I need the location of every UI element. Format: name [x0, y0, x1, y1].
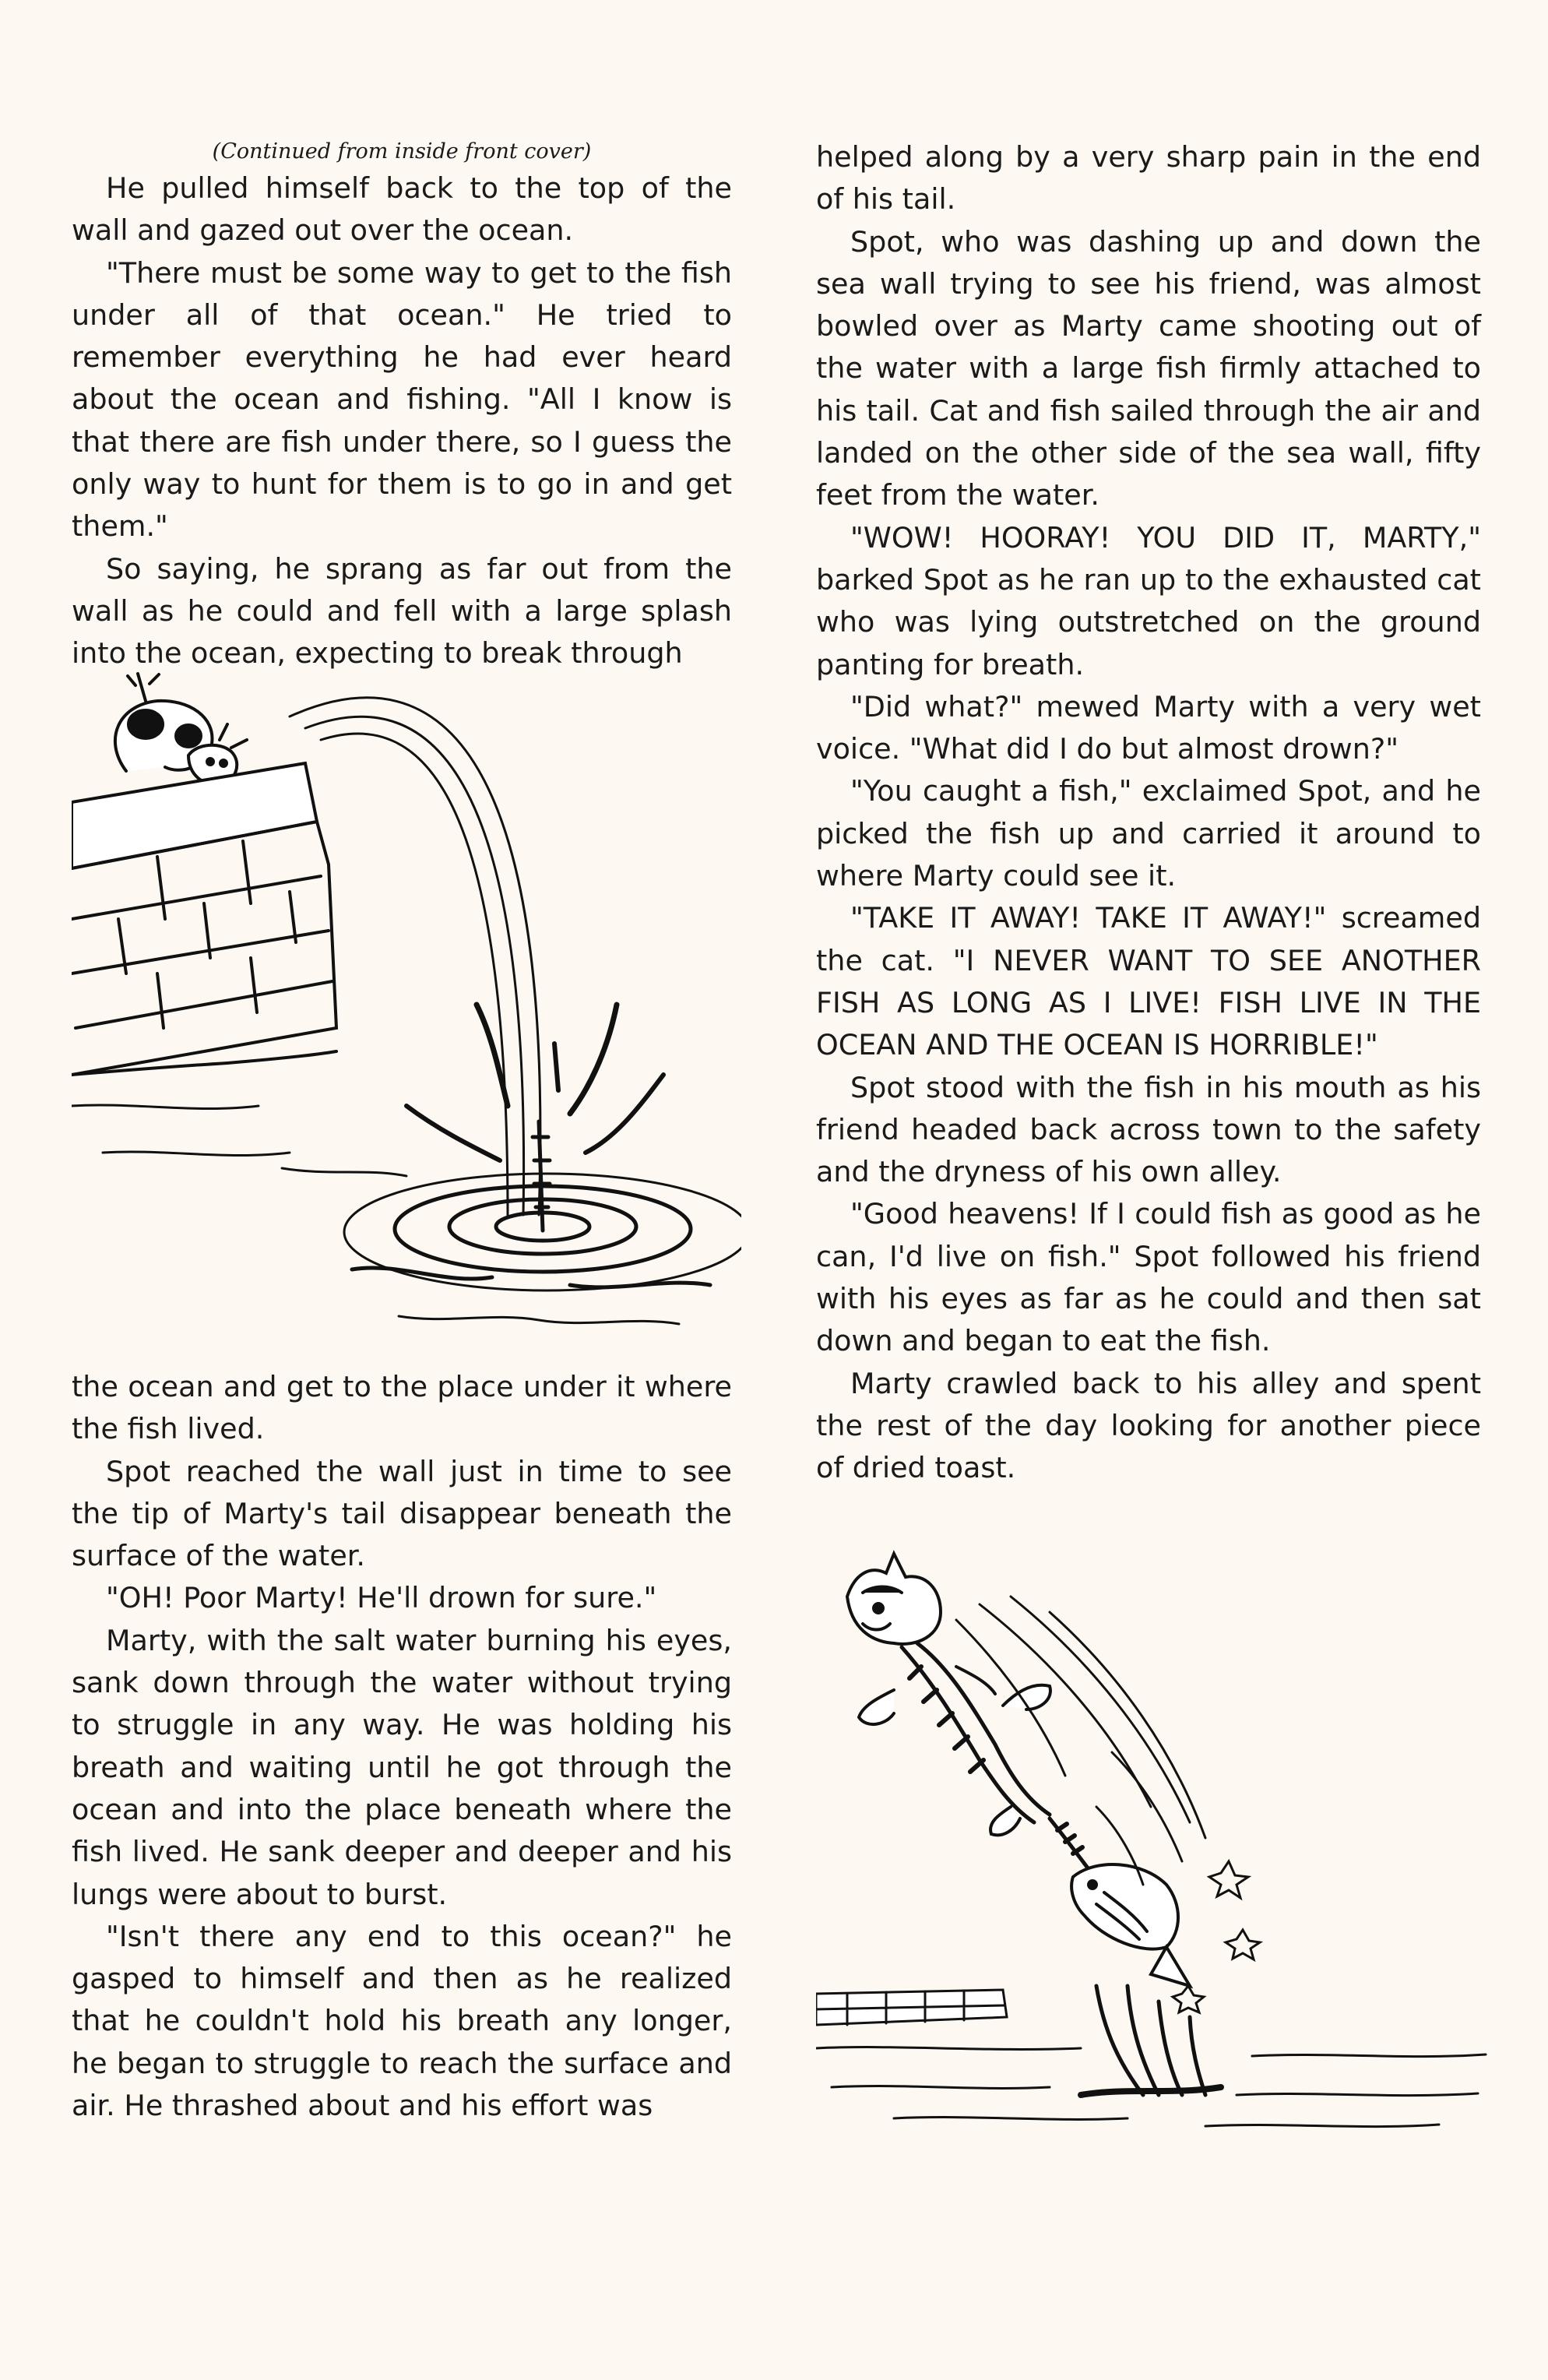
paragraph: Spot stood with the fish in his mouth as his friend headed back across town to the safety and the dryness of his own alley.	[816, 1070, 1481, 1189]
water-lines	[816, 2047, 1486, 2127]
paragraph: Spot reached the wall just in time to see the tip of Marty's tail disappear beneath the surface of the water.	[72, 1454, 732, 1573]
left-column-bottom	[72, 1366, 732, 2127]
paragraph: "There must be some way to get to the fish under all of that ocean." He tried to remember everything he had ever heard about the ocean and fishing. "All I know is that there are fish under there, so I guess the only way to hunt for them is to go in and get them."	[72, 255, 732, 544]
cat-diving-illustration	[72, 670, 741, 1347]
fish-on-tail	[1071, 1864, 1190, 1986]
paragraph: Spot, who was dashing up and down the sea wall trying to see his friend, was almost bowled over as Marty came shooting out of the water with a large fish firmly attached to his tail. Cat and fish sailed through the air and landed on the other side of the sea wall, fifty feet from the water.	[816, 224, 1481, 512]
dive-trajectory	[290, 698, 540, 1215]
paragraph: "OH! Poor Marty! He'll drown for sure."	[106, 1581, 657, 1615]
paragraph: the ocean and get to the place under it where the fish lived.	[72, 1370, 732, 1446]
paragraph: "Did what?" mewed Marty with a very wet voice. "What did I do but almost drown?"	[816, 689, 1481, 766]
right-column	[816, 136, 1481, 1490]
paragraph: Marty crawled back to his alley and spent the rest of the day looking for another piece of dried toast.	[816, 1366, 1481, 1485]
water-ripples	[72, 1105, 741, 1324]
cat-with-fish-illustration	[816, 1550, 1493, 2142]
paragraph: He pulled himself back to the top of the wall and gazed out over the ocean.	[72, 171, 732, 248]
continued-caption: (Continued from inside front cover)	[212, 139, 592, 164]
paragraph: "You caught a fish," exclaimed Spot, and he picked the fish up and carried it around to where Marty could see it.	[816, 774, 1481, 893]
paragraph: "Isn't there any end to this ocean?" he gasped to himself and then as he realized that he couldn't hold his breath any longer, he began to struggle to reach the surface and air. He thrashed about and his effort was	[72, 1919, 732, 2123]
paragraph: "WOW! HOORAY! YOU DID IT, MARTY," barked Spot as he ran up to the exhausted cat who was lying outstretched on the ground panting for breath.	[816, 520, 1481, 681]
left-column-top	[72, 167, 732, 675]
paragraph: helped along by a very sharp pain in the end of his tail.	[816, 140, 1481, 217]
splash-drops	[1173, 1861, 1260, 2012]
marty-cat	[847, 1554, 1089, 1869]
distant-sea-wall	[816, 1990, 1007, 2025]
paragraph: "TAKE IT AWAY! TAKE IT AWAY!" screamed the cat. "I NEVER WANT TO SEE ANOTHER FISH AS LONG AS I LIVE! FISH LIVE IN THE OCEAN AND THE OCEAN IS HORRIBLE!"	[816, 901, 1481, 1062]
paragraph: So saying, he sprang as far out from the wall as he could and fell with a large splash into the ocean, expecting to break through	[72, 551, 732, 671]
paragraph: "Good heavens! If I could fish as good as he can, I'd live on fish." Spot followed his friend with his eyes as far as he could and then sat down and began to eat the fish.	[816, 1197, 1481, 1358]
spot-dog-on-wall	[115, 674, 247, 785]
sea-wall	[72, 763, 336, 1075]
water-splash	[1081, 1986, 1221, 2095]
paragraph: Marty, with the salt water burning his eyes, sank down through the water without trying to struggle in any way. He was holding his breath and waiting until he got through the ocean and into the place beneath where the fish lived. He sank deeper and deeper and his lungs were about to burst.	[72, 1623, 732, 1911]
